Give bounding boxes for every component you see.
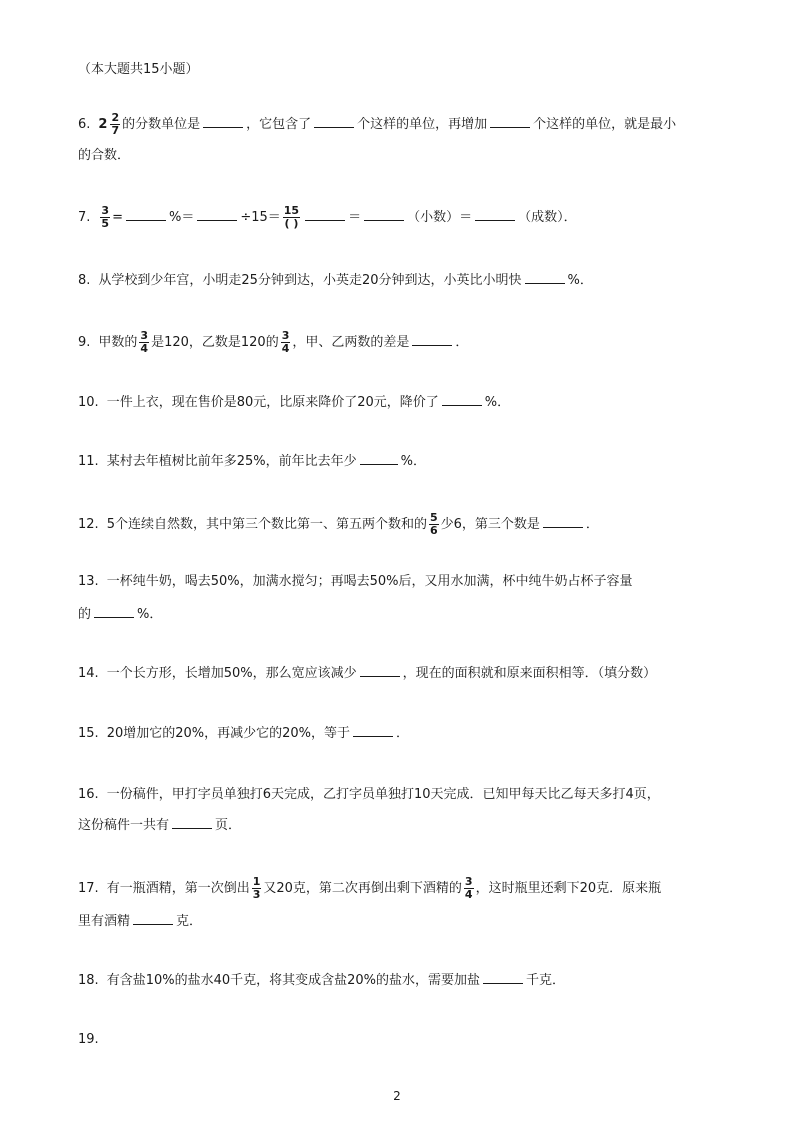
fraction: $\frac{3}{5}$ bbox=[101, 204, 110, 230]
fraction: $\frac{3}{4}$ bbox=[464, 875, 473, 901]
question-17-cont: 里有酒精 克． bbox=[78, 914, 203, 929]
question-number: 14. bbox=[78, 666, 99, 681]
question-16: 16. 一份稿件，甲打字员单独打6天完成，乙打字员单独打10天完成．已知甲每天比乙每天多打4页， bbox=[78, 787, 660, 802]
fraction: $\frac{3}{4}$ bbox=[281, 329, 290, 355]
question-15: 15. 20增加它的20%，再减少它的20%，等于 ． bbox=[78, 726, 410, 741]
question-number: 8. bbox=[78, 273, 91, 288]
answer-blank[interactable] bbox=[126, 208, 166, 221]
question-9: 9. 甲数的 $\frac{3}{4}$ 是120，乙数是120的 $\frac{3}{4}$ ，甲、乙两数的差是 ． bbox=[78, 329, 469, 355]
answer-blank[interactable] bbox=[360, 664, 400, 677]
answer-blank[interactable] bbox=[305, 208, 345, 221]
fraction: $\frac{1}{3}$ bbox=[252, 875, 261, 901]
question-number: 13. bbox=[78, 574, 99, 589]
question-6-cont: 的合数． bbox=[78, 148, 131, 163]
answer-blank[interactable] bbox=[360, 452, 398, 465]
question-18: 18. 有含盐10%的盐水40千克，将其变成含盐20%的盐水，需要加盐 千克． bbox=[78, 973, 566, 988]
answer-blank[interactable] bbox=[490, 115, 530, 128]
page-number: 2 bbox=[393, 1089, 401, 1103]
question-number: 6. bbox=[78, 117, 91, 132]
answer-blank[interactable] bbox=[412, 333, 452, 346]
question-19 bbox=[78, 1030, 728, 1050]
answer-blank[interactable] bbox=[172, 816, 212, 829]
question-17: 17. 有一瓶酒精，第一次倒出 $\frac{1}{3}$ 又20克，第二次再倒出剩下酒精的 $\frac{3}{4}$ ，这时瓶里还剩下20克．原来瓶 bbox=[78, 875, 662, 901]
question-number: 7. bbox=[78, 210, 91, 225]
fraction: $\frac{15}{( )}$ bbox=[283, 204, 300, 230]
question-11: 11. 某村去年植树比前年多25%，前年比去年少 %． bbox=[78, 454, 426, 469]
answer-blank[interactable] bbox=[94, 605, 134, 618]
question-number: 12. bbox=[78, 517, 99, 532]
answer-blank[interactable] bbox=[133, 912, 173, 925]
question-number: 15. bbox=[78, 726, 99, 741]
answer-blank[interactable] bbox=[525, 271, 565, 284]
section-header: （本大题共15小题） bbox=[78, 62, 199, 77]
question-8: 8. 从学校到少年宫，小明走25分钟到达，小英走20分钟到达，小英比小明快 %． bbox=[78, 273, 593, 288]
question-13-cont: 的 %． bbox=[78, 607, 163, 622]
answer-blank[interactable] bbox=[197, 208, 237, 221]
fraction: $\frac{3}{4}$ bbox=[140, 329, 149, 355]
question-14: 14. 一个长方形，长增加50%，那么宽应该减少 ，现在的面积就和原来面积相等．（填分数） bbox=[78, 666, 657, 681]
question-number: 9. bbox=[78, 335, 91, 350]
question-7: 7. $\frac{3}{5}$ = %＝ ÷15＝ $\frac{15}{( )}$ ＝ （小数）＝ （成数）． bbox=[78, 204, 577, 230]
question-number: 11. bbox=[78, 454, 99, 469]
question-number: 10. bbox=[78, 395, 99, 410]
answer-blank[interactable] bbox=[353, 724, 393, 737]
question-number: 17. bbox=[78, 881, 99, 896]
question-6: 6. 2 $\frac{2}{7}$ 的分数单位是 ，它包含了 个这样的单位，再增加 个这样的单位，就是最小 bbox=[78, 111, 677, 137]
answer-blank[interactable] bbox=[314, 115, 354, 128]
answer-blank[interactable] bbox=[475, 208, 515, 221]
question-12: 12. 5个连续自然数，其中第三个数比第一、第五两个数和的 $\frac{5}{6}$ 少6，第三个数是 ． bbox=[78, 511, 599, 537]
question-number: 16. bbox=[78, 787, 99, 802]
answer-blank[interactable] bbox=[543, 515, 583, 528]
answer-blank[interactable] bbox=[364, 208, 404, 221]
question-16-cont: 这份稿件一共有 页． bbox=[78, 818, 242, 833]
fraction: $\frac{2}{7}$ bbox=[111, 111, 120, 137]
answer-blank[interactable] bbox=[203, 115, 243, 128]
answer-blank[interactable] bbox=[483, 971, 523, 984]
question-10: 10. 一件上衣，现在售价是80元，比原来降价了20元，降价了 %． bbox=[78, 395, 511, 410]
question-number: 19. bbox=[78, 1032, 99, 1047]
question-number: 18. bbox=[78, 973, 99, 988]
mixed-integer: 2 bbox=[98, 116, 108, 132]
fraction: $\frac{5}{6}$ bbox=[429, 511, 438, 537]
answer-blank[interactable] bbox=[442, 393, 482, 406]
question-13: 13. 一杯纯牛奶，喝去50%，加满水搅匀；再喝去50%后，又用水加满，杯中纯牛奶占杯子容量 bbox=[78, 574, 633, 589]
